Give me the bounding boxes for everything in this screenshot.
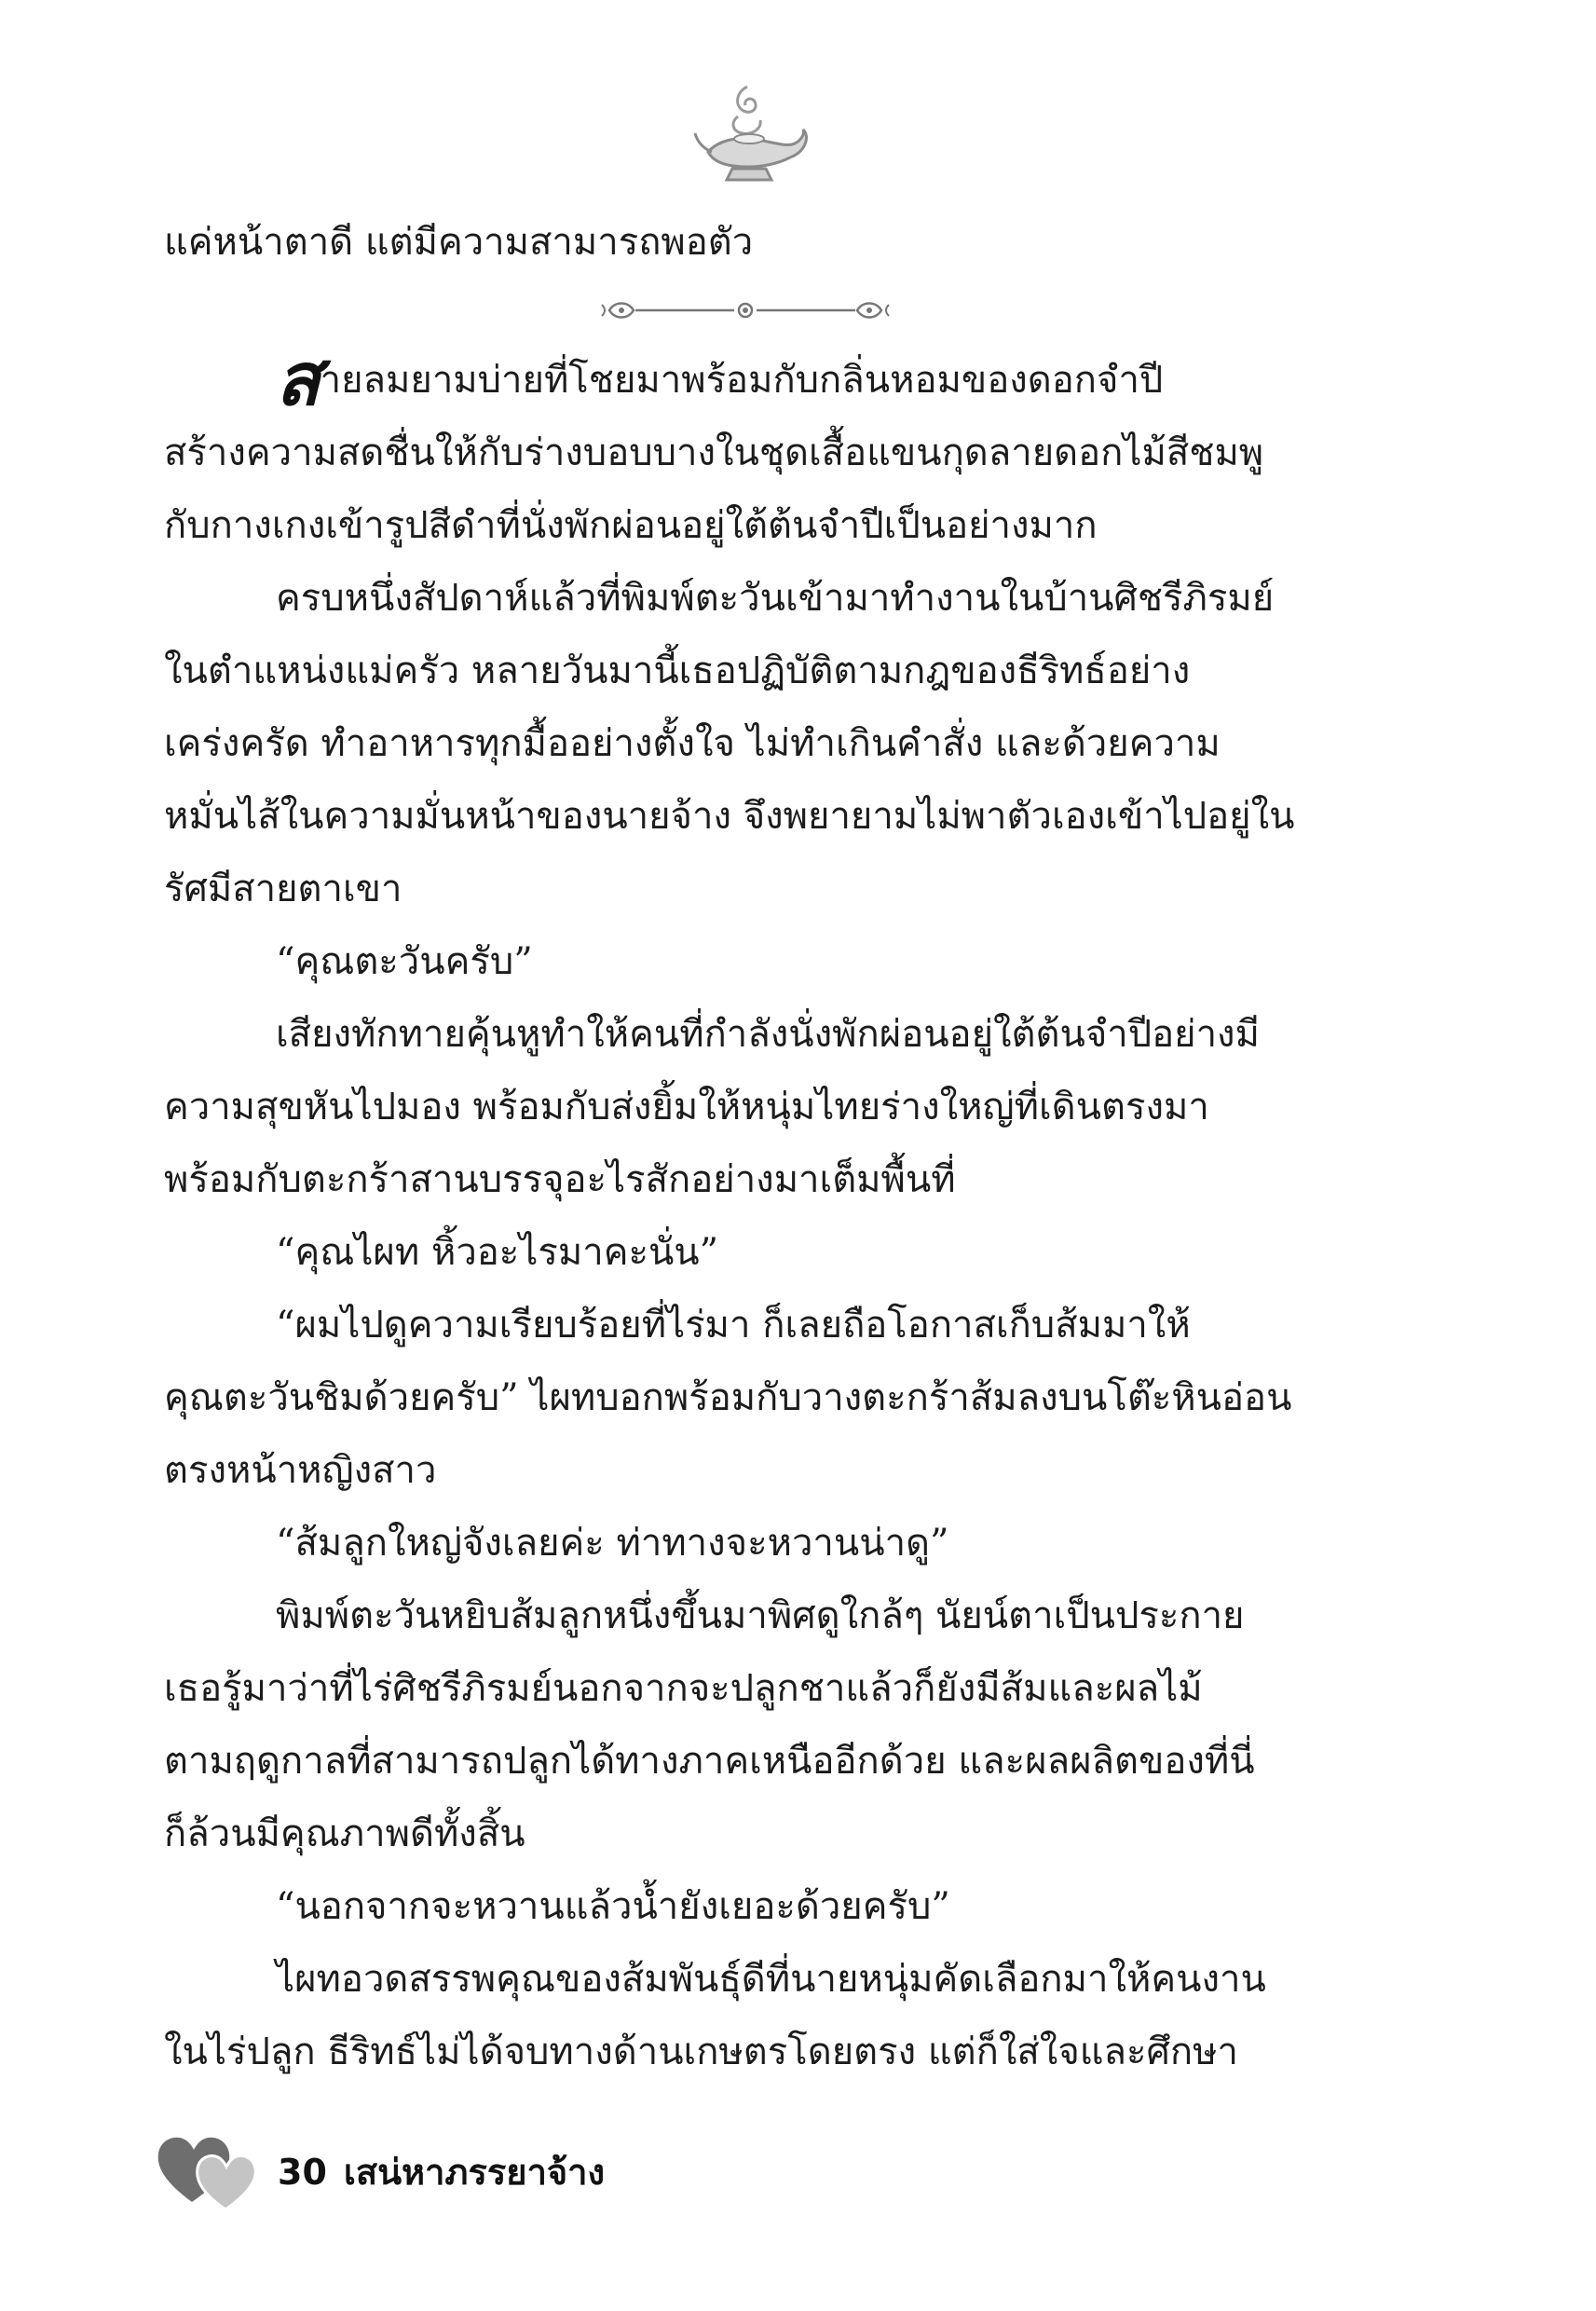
text-line: เสียงทักทายคุ้นหูทำให้คนที่กำลังนั่งพักผ่อนอยู่ใต้ต้นจำปีอย่างมี bbox=[276, 1013, 1260, 1056]
genie-lamp-ornament-icon bbox=[689, 79, 811, 191]
text-line: “คุณไผท หิ้วอะไรมาคะนั่น” bbox=[276, 1231, 719, 1274]
text-line: พิมพ์ตะวันหยิบส้มลูกหนึ่งขึ้นมาพิศดูใกล้ๆ นัยน์ตาเป็นประกาย bbox=[276, 1594, 1245, 1637]
page-number: 30 bbox=[278, 2152, 327, 2193]
text-line: ตรงหน้าหญิงสาว bbox=[164, 1449, 437, 1492]
hearts-icon bbox=[155, 2129, 266, 2213]
text-line: เธอรู้มาว่าที่ไร่ศิชรีภิรมย์นอกจากจะปลูกชาแล้วก็ยังมีส้มและผลไม้ bbox=[164, 1667, 1203, 1710]
text-line: “ส้มลูกใหญ่จังเลยค่ะ ท่าทางจะหวานน่าดู” bbox=[276, 1522, 949, 1565]
text-line: ในไร่ปลูก ธีริทธ์ไม่ได้จบทางด้านเกษตรโดยตรง แต่ก็ใส่ใจและศึกษา bbox=[164, 2031, 1238, 2073]
text-line: “นอกจากจะหวานแล้วน้ำยังเยอะด้วยครับ” bbox=[276, 1885, 950, 1928]
text-line: กับกางเกงเข้ารูปสีดำที่นั่งพักผ่อนอยู่ใต้ต้นจำปีเป็นอย่างมาก bbox=[164, 504, 1098, 547]
text-line: รัศมีสายตาเขา bbox=[164, 868, 402, 910]
text-line: “ผมไปดูความเรียบร้อยที่ไร่มา ก็เลยถือโอกาสเก็บส้มมาให้ bbox=[276, 1304, 1191, 1347]
text-line: เคร่งครัด ทำอาหารทุกมื้ออย่างตั้งใจ ไม่ทำเกินคำสั่ง และด้วยความ bbox=[164, 722, 1221, 765]
book-title: เสน่หาภรรยาจ้าง bbox=[343, 2152, 606, 2193]
page-footer bbox=[155, 2129, 807, 2213]
text-line: คุณตะวันชิมด้วยครับ” ไผทบอกพร้อมกับวางตะกร้าส้มลงบนโต๊ะหินอ่อน bbox=[164, 1376, 1292, 1419]
text-line: พร้อมกับตะกร้าสานบรรจุอะไรสักอย่างมาเต็มพื้นที่ bbox=[164, 1158, 956, 1201]
text-line: หมั่นไส้ในความมั่นหน้าของนายจ้าง จึงพยายามไม่พาตัวเองเข้าไปอยู่ใน bbox=[164, 795, 1295, 838]
text-line: ครบหนึ่งสัปดาห์แล้วที่พิมพ์ตะวันเข้ามาทำงานในบ้านศิชรีภิรมย์ bbox=[276, 577, 1275, 620]
text-line: ในตำแหน่งแม่ครัว หลายวันมานี้เธอปฏิบัติตามกฎของธีริทธ์อย่าง bbox=[164, 650, 1191, 692]
drop-cap: ส bbox=[276, 343, 321, 417]
text-line-dropcap: สายลมยามบ่ายที่โชยมาพร้อมกับกลิ่นหอมของดอกจำปี bbox=[164, 343, 1338, 417]
text-line: ก็ล้วนมีคุณภาพดีทั้งสิ้น bbox=[164, 1812, 525, 1855]
text-line: สร้างความสดชื่นให้กับร่างบอบบางในชุดเสื้อแขนกุดลายดอกไม้สีชมพู bbox=[164, 431, 1264, 474]
section-divider-ornament-icon bbox=[596, 294, 894, 327]
text-line: แค่หน้าตาดี แต่มีความสามารถพอตัว bbox=[164, 221, 754, 264]
text-line: ไผทอวดสรรพคุณของส้มพันธุ์ดีที่นายหนุ่มคัดเลือกมาให้คนงาน bbox=[276, 1958, 1266, 2001]
text-line: “คุณตะวันครับ” bbox=[276, 940, 533, 983]
text-line: ความสุขหันไปมอง พร้อมกับส่งยิ้มให้หนุ่มไทยร่างใหญ่ที่เดินตรงมา bbox=[164, 1086, 1209, 1128]
text-line: ตามฤดูกาลที่สามารถปลูกได้ทางภาคเหนืออีกด้วย และผลผลิตของที่นี่ bbox=[164, 1740, 1255, 1783]
footer-text bbox=[278, 2146, 621, 2198]
